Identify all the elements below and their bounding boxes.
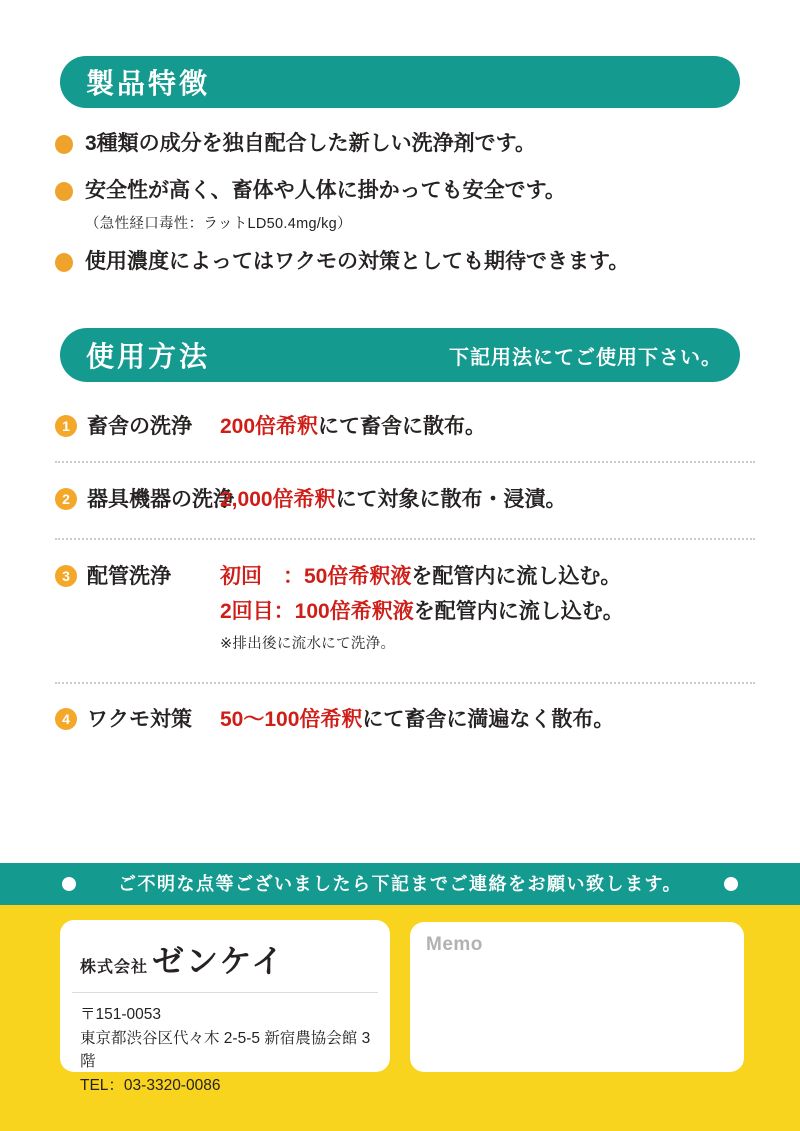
company-card bbox=[60, 920, 390, 1094]
usage-row-title: 畜舎の洗浄 bbox=[87, 415, 192, 438]
memo-label: Memo bbox=[426, 934, 483, 955]
usage-instruction: にて畜舎に散布。 bbox=[318, 415, 487, 438]
footer-band bbox=[0, 905, 800, 1131]
white-dot-icon bbox=[724, 877, 738, 891]
divider bbox=[72, 992, 378, 993]
bullet-dot-icon bbox=[55, 182, 73, 201]
usage-row-description bbox=[220, 563, 760, 653]
feature-note: （急性経口毒性：ラットLD50.4mg/kg） bbox=[85, 216, 352, 232]
usage-row-note: ※排出後に流水にて洗浄。 bbox=[220, 636, 396, 652]
dilution-ratio: 200倍希釈 bbox=[220, 415, 319, 438]
postal-code: 〒151-0053 bbox=[80, 1006, 162, 1023]
company-name-line bbox=[80, 936, 378, 982]
usage-header-title: 使用方法 bbox=[86, 341, 211, 372]
address-line: 東京都渋谷区代々木 2-5-5 新宿農協会館 3階 bbox=[80, 1029, 371, 1070]
usage-instruction: を配管内に流し込む。 bbox=[411, 565, 622, 588]
contact-message: ご不明な点等ございましたら下記までご連絡をお願い致します。 bbox=[117, 874, 683, 894]
step-number-badge: 4 bbox=[55, 708, 77, 730]
usage-row-title: ワクモ対策 bbox=[87, 708, 192, 731]
contact-strip bbox=[0, 863, 800, 905]
dilution-ratio: 初回 ：50倍希釈液 bbox=[220, 565, 412, 588]
usage-row-description bbox=[220, 486, 760, 513]
usage-instruction: を配管内に流し込む。 bbox=[413, 600, 624, 623]
dilution-ratio: 50〜100倍希釈 bbox=[220, 708, 363, 731]
dilution-ratio: 2回目：100倍希釈液 bbox=[220, 600, 414, 623]
dilution-ratio: 2,000倍希釈 bbox=[220, 488, 336, 511]
feature-item bbox=[55, 131, 755, 157]
step-number-badge: 1 bbox=[55, 415, 77, 437]
dotted-separator bbox=[55, 461, 755, 463]
company-prefix: 株式会社 bbox=[80, 959, 149, 976]
bullet-dot-icon bbox=[55, 135, 73, 154]
usage-row-title: 器具機器の洗浄 bbox=[87, 488, 234, 511]
feature-item bbox=[55, 249, 755, 275]
company-address-block bbox=[80, 1003, 378, 1097]
tel-line: TEL：03-3320-0086 bbox=[80, 1076, 221, 1094]
features-header-title: 製品特徴 bbox=[86, 68, 211, 99]
usage-row-description bbox=[220, 706, 760, 733]
bullet-dot-icon bbox=[55, 253, 73, 272]
company-name: ゼンケイ bbox=[152, 943, 286, 979]
usage-row-description bbox=[220, 413, 760, 440]
memo-card bbox=[410, 922, 744, 1072]
step-number-badge: 2 bbox=[55, 488, 77, 510]
feature-item bbox=[55, 178, 755, 204]
usage-row-title: 配管洗浄 bbox=[87, 565, 171, 588]
step-number-badge: 3 bbox=[55, 565, 77, 587]
usage-header-caption: 下記用法にてご使用下さい。 bbox=[449, 346, 722, 369]
usage-instruction: にて対象に散布・浸漬。 bbox=[335, 488, 567, 511]
usage-header-bar bbox=[60, 328, 740, 382]
features-header-bar bbox=[60, 56, 740, 108]
feature-text: 安全性が高く、畜体や人体に掛かっても安全です。 bbox=[85, 179, 566, 202]
dotted-separator bbox=[55, 538, 755, 540]
usage-instruction: にて畜舎に満遍なく散布。 bbox=[362, 708, 615, 731]
feature-text: 3種類の成分を独自配合した新しい洗浄剤です。 bbox=[85, 132, 536, 155]
feature-text: 使用濃度によってはワクモの対策としても期待できます。 bbox=[85, 250, 630, 273]
dotted-separator bbox=[55, 682, 755, 684]
